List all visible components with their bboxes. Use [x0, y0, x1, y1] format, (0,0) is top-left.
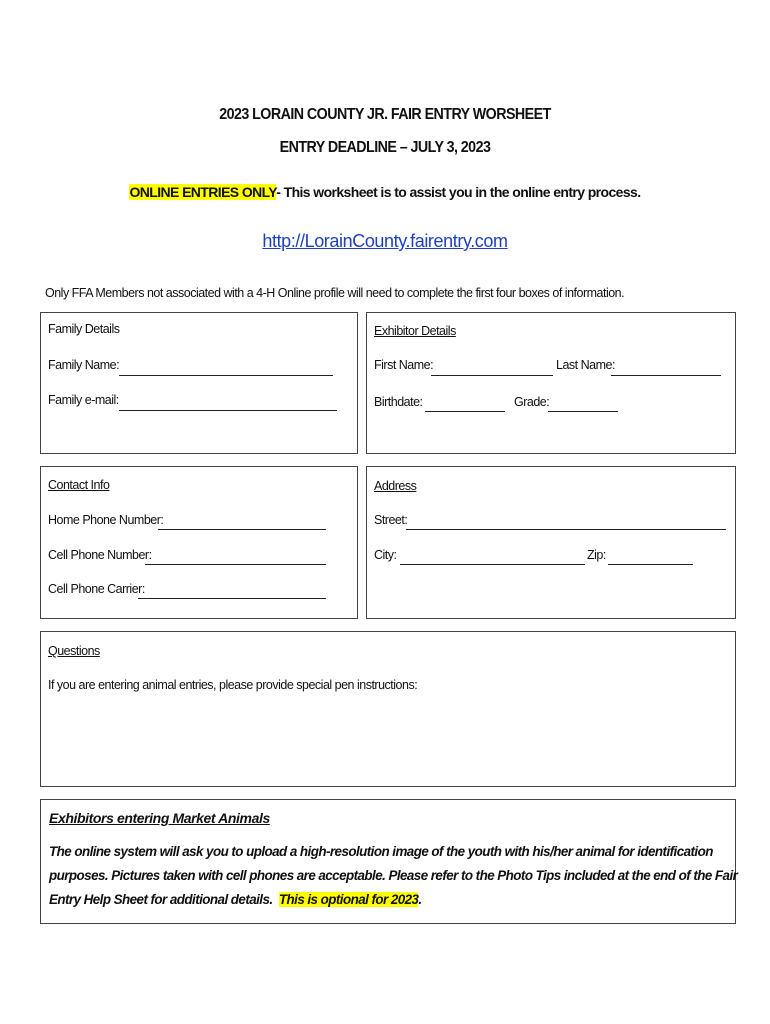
cell-phone-field[interactable] — [145, 564, 326, 565]
family-email-field[interactable] — [119, 410, 337, 411]
optional-highlight: This is optional for 2023 — [278, 892, 419, 907]
market-line-3-end: . — [418, 892, 422, 907]
online-only-highlight: ONLINE ENTRIES ONLY — [129, 184, 277, 200]
market-line-1: The online system will ask you to upload a high-resolution image of the youth with his/her animal for identification — [49, 844, 713, 859]
home-phone-label: Home Phone Number: — [48, 513, 164, 527]
home-phone-field[interactable] — [158, 529, 326, 530]
exhibitor-details-heading: Exhibitor Details — [374, 324, 456, 338]
questions-heading: Questions — [48, 644, 100, 658]
address-heading: Address — [374, 479, 417, 493]
exhibitor-details-box — [366, 312, 736, 454]
cell-carrier-field[interactable] — [138, 598, 326, 599]
birthdate-label: Birthdate: — [374, 395, 423, 409]
contact-info-box — [40, 466, 358, 619]
market-animals-heading: Exhibitors entering Market Animals — [49, 810, 270, 826]
market-line-3-text: Entry Help Sheet for additional details. — [49, 892, 279, 907]
entry-deadline: ENTRY DEADLINE – JULY 3, 2023 — [279, 139, 491, 156]
city-field[interactable] — [400, 564, 585, 565]
family-name-field[interactable] — [119, 375, 333, 376]
pen-instructions-prompt: If you are entering animal entries, please provide special pen instructions: — [48, 678, 418, 692]
family-email-label: Family e-mail: — [48, 393, 119, 407]
city-label: City: — [374, 548, 397, 562]
market-animals-text — [49, 840, 738, 912]
family-details-heading: Family Details — [48, 322, 120, 336]
address-box — [366, 466, 736, 619]
market-animals-box — [40, 799, 736, 924]
family-details-box — [40, 312, 358, 454]
grade-field[interactable] — [548, 411, 618, 412]
contact-info-heading: Contact Info — [48, 478, 110, 492]
first-name-field[interactable] — [431, 375, 553, 376]
market-line-3 — [49, 888, 731, 912]
online-only-text: - This worksheet is to assist you in the online entry process. — [276, 184, 641, 200]
street-label: Street: — [374, 513, 408, 527]
cell-carrier-label: Cell Phone Carrier: — [48, 582, 145, 596]
last-name-field[interactable] — [611, 375, 721, 376]
grade-label: Grade: — [514, 395, 550, 409]
pen-instructions-field[interactable] — [48, 704, 728, 780]
questions-box — [40, 631, 736, 787]
zip-field[interactable] — [608, 564, 693, 565]
cell-phone-label: Cell Phone Number: — [48, 548, 152, 562]
online-entries-line — [0, 184, 770, 200]
page-title: 2023 LORAIN COUNTY JR. FAIR ENTRY WORSHEET — [219, 106, 551, 123]
ffa-note: Only FFA Members not associated with a 4-H Online profile will need to complete the first four boxes of information. — [45, 286, 625, 300]
market-line-2: purposes. Pictures taken with cell phones are acceptable. Please refer to the Photo Tips included at the end of the Fair — [49, 868, 738, 883]
family-name-label: Family Name: — [48, 358, 120, 372]
birthdate-field[interactable] — [425, 411, 505, 412]
fairentry-link[interactable]: http://LorainCounty.fairentry.com — [262, 231, 508, 251]
street-field[interactable] — [406, 529, 726, 530]
zip-label: Zip: — [587, 548, 606, 562]
last-name-label: Last Name: — [556, 358, 615, 372]
first-name-label: First Name: — [374, 358, 434, 372]
